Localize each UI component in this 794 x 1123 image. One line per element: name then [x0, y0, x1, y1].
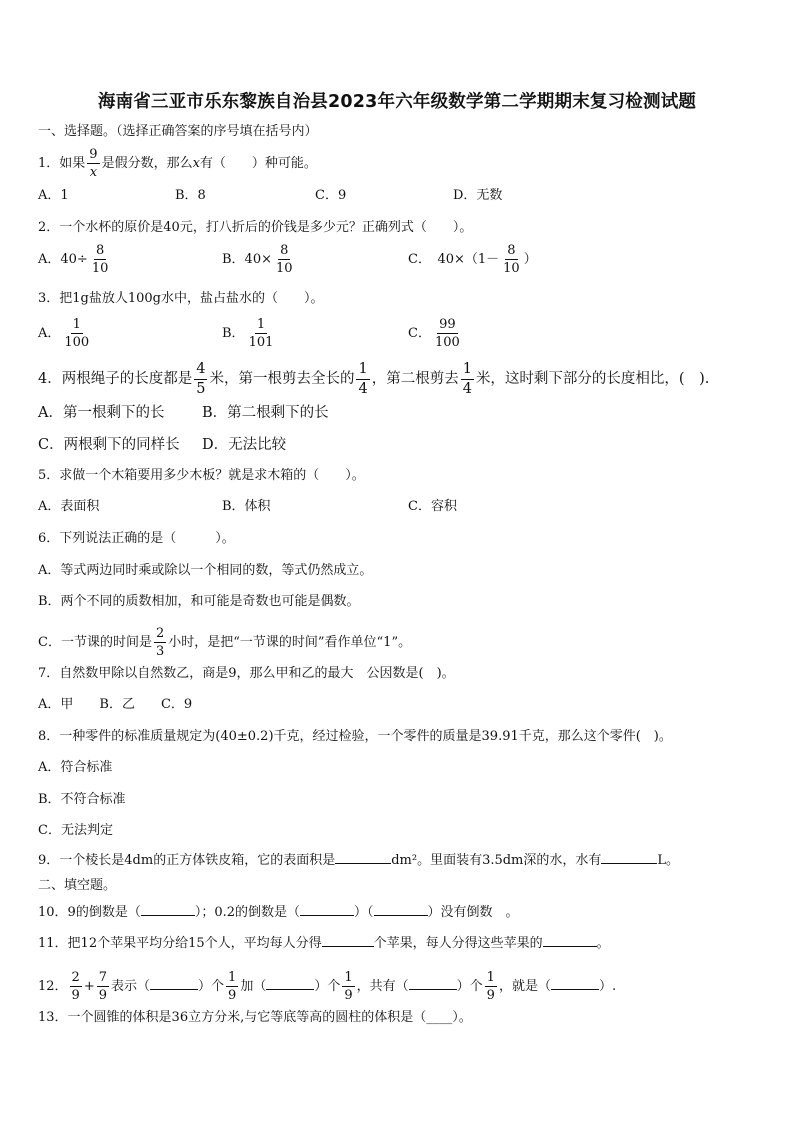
question-3: 3．把1g盐放人100g水中，盐占盐水的（ ）。 — [38, 291, 324, 306]
q4-option-b: B．第二根剩下的长 — [202, 405, 329, 421]
question-7: 7．自然数甲除以自然数乙，商是9，那么甲和乙的最大 公因数是( )。 — [38, 666, 455, 681]
q2-option-a: A．40÷ $\frac{8}{10}$ — [38, 243, 109, 276]
question-9: 9．一个棱长是4dm的正方体铁皮箱，它的表面积是 dm²。里面装有3.5dm深的水，水有 L。 — [38, 853, 680, 868]
q2-option-c: C． 40×（1－ $\frac{8}{10}$ ） — [408, 243, 537, 276]
q2-option-b: B．40× $\frac{8}{10}$ — [222, 243, 293, 276]
fraction-1-over-9: $\frac{1}{9}$ — [486, 970, 495, 1003]
q5-option-c: C．容积 — [408, 499, 457, 514]
q5-option-b: B．体积 — [222, 499, 271, 514]
question-6: 6．下列说法正确的是（ ）。 — [38, 531, 235, 546]
answer-blank[interactable] — [543, 934, 597, 947]
fraction-8-over-10: $\frac{8}{10}$ — [503, 243, 520, 276]
question-12: 12． $\frac{2}{9}$ + $\frac{7}{9}$ 表示（ ）个 $\frac{1}{9}$ 加（ ）个 $\frac{1}{9}$ ，共有（ ）个 $\frac{1}{9}$ ，就是（ ）. — [38, 970, 617, 1003]
answer-blank[interactable] — [266, 977, 314, 990]
question-2: 2．一个水杯的原价是40元，打八折后的价钱是多少元？正确列式（ ）。 — [38, 220, 473, 235]
fraction-9-over-x: $\frac{9}{x}$ — [89, 147, 98, 180]
fraction-7-over-9: $\frac{7}{9}$ — [98, 970, 108, 1003]
q5-option-a: A．表面积 — [38, 499, 100, 514]
fraction-1-over-4: $\frac{1}{4}$ — [358, 361, 368, 397]
q1-option-d: D．无数 — [453, 188, 503, 203]
page-title: 海南省三亚市乐东黎族自治县2023年六年级数学第二学期期末复习检测试题 — [97, 92, 697, 112]
q6-option-c: C．一节课的时间是 $\frac{2}{3}$ 小时，是把“一节课的时间”看作单位“1”。 — [38, 626, 412, 659]
q8-option-b: B．不符合标准 — [38, 792, 126, 807]
question-1-text: 是假分数，那么 — [101, 156, 193, 171]
q8-option-a: A．符合标准 — [38, 760, 113, 775]
question-8: 8．一种零件的标准质量规定为(40±0.2)千克，经过检验，一个零件的质量是39.91千克，那么这个零件( )。 — [38, 729, 672, 744]
question-1 — [38, 148, 317, 179]
answer-blank[interactable] — [300, 903, 354, 916]
q3-option-c: C． $\frac{99}{100}$ — [408, 317, 460, 350]
fraction-1-over-4: $\frac{1}{4}$ — [462, 361, 472, 397]
fraction-2-over-3: $\frac{2}{3}$ — [155, 626, 165, 659]
question-5: 5．求做一个木箱要用多少木板？就是求木箱的（ ）。 — [38, 468, 365, 483]
q7-options: A．甲 B．乙 C．9 — [38, 697, 193, 712]
question-10: 10．9的倒数是（ ）；0.2的倒数是（ ）（ ）没有倒数 。 — [38, 905, 519, 920]
section-two-heading: 二、填空题。 — [38, 878, 117, 893]
q4-option-c: C．两根剩下的同样长 — [38, 437, 180, 453]
answer-blank[interactable] — [322, 934, 374, 947]
answer-blank[interactable] — [409, 977, 457, 990]
answer-blank[interactable] — [551, 977, 599, 990]
q3-option-b: B． $\frac{1}{101}$ — [222, 317, 274, 350]
fraction-8-over-10: $\frac{8}{10}$ — [91, 243, 109, 276]
answer-blank[interactable] — [335, 851, 391, 864]
fraction-1-over-101: $\frac{1}{101}$ — [248, 317, 274, 350]
answer-blank[interactable] — [374, 903, 428, 916]
fraction-2-over-9: $\frac{2}{9}$ — [71, 970, 80, 1003]
q4-option-a: A．第一根剩下的长 — [38, 405, 165, 421]
question-13: 13．一个圆锥的体积是36立方分米,与它等底等高的圆柱的体积是（____）。 — [38, 1010, 472, 1025]
section-one-heading: 一、选择题。（选择正确答案的序号填在括号内） — [38, 124, 318, 139]
q1-option-c: C．9 — [315, 188, 347, 203]
question-1-prefix: 1．如果 — [38, 156, 86, 171]
question-4: 4．两根绳子的长度都是 $\frac{4}{5}$ 米，第一根剪去全长的 $\frac{1}{4}$ ，第二根剪去 $\frac{1}{4}$ 米，这时剩下部分的长度相比，( ). — [38, 361, 710, 397]
fraction-1-over-100: $\frac{1}{100}$ — [64, 317, 90, 350]
q1-option-a: A．1 — [38, 188, 69, 203]
fraction-99-over-100: $\frac{99}{100}$ — [434, 317, 460, 350]
q1-option-b: B．8 — [175, 188, 206, 203]
q4-option-d: D．无法比较 — [202, 437, 287, 453]
fraction-1-over-9: $\frac{1}{9}$ — [228, 970, 237, 1003]
q6-option-a: A．等式两边同时乘或除以一个相同的数，等式仍然成立。 — [38, 563, 373, 578]
answer-blank[interactable] — [601, 851, 657, 864]
q3-option-a: A． $\frac{1}{100}$ — [38, 317, 90, 350]
answer-blank[interactable] — [141, 903, 195, 916]
answer-blank[interactable] — [150, 977, 198, 990]
q6-option-b: B．两个不同的质数相加，和可能是奇数也可能是偶数。 — [38, 594, 360, 609]
question-1-text-end: 有（ ）种可能。 — [199, 156, 317, 171]
q8-option-c: C．无法判定 — [38, 823, 113, 838]
variable-x: x — [192, 156, 200, 171]
question-11: 11．把12个苹果平均分给15个人，平均每人分得 个苹果，每人分得这些苹果的 。 — [38, 936, 610, 951]
fraction-8-over-10: $\frac{8}{10}$ — [276, 243, 293, 276]
fraction-4-over-5: $\frac{4}{5}$ — [196, 361, 206, 397]
fraction-1-over-9: $\frac{1}{9}$ — [344, 970, 353, 1003]
